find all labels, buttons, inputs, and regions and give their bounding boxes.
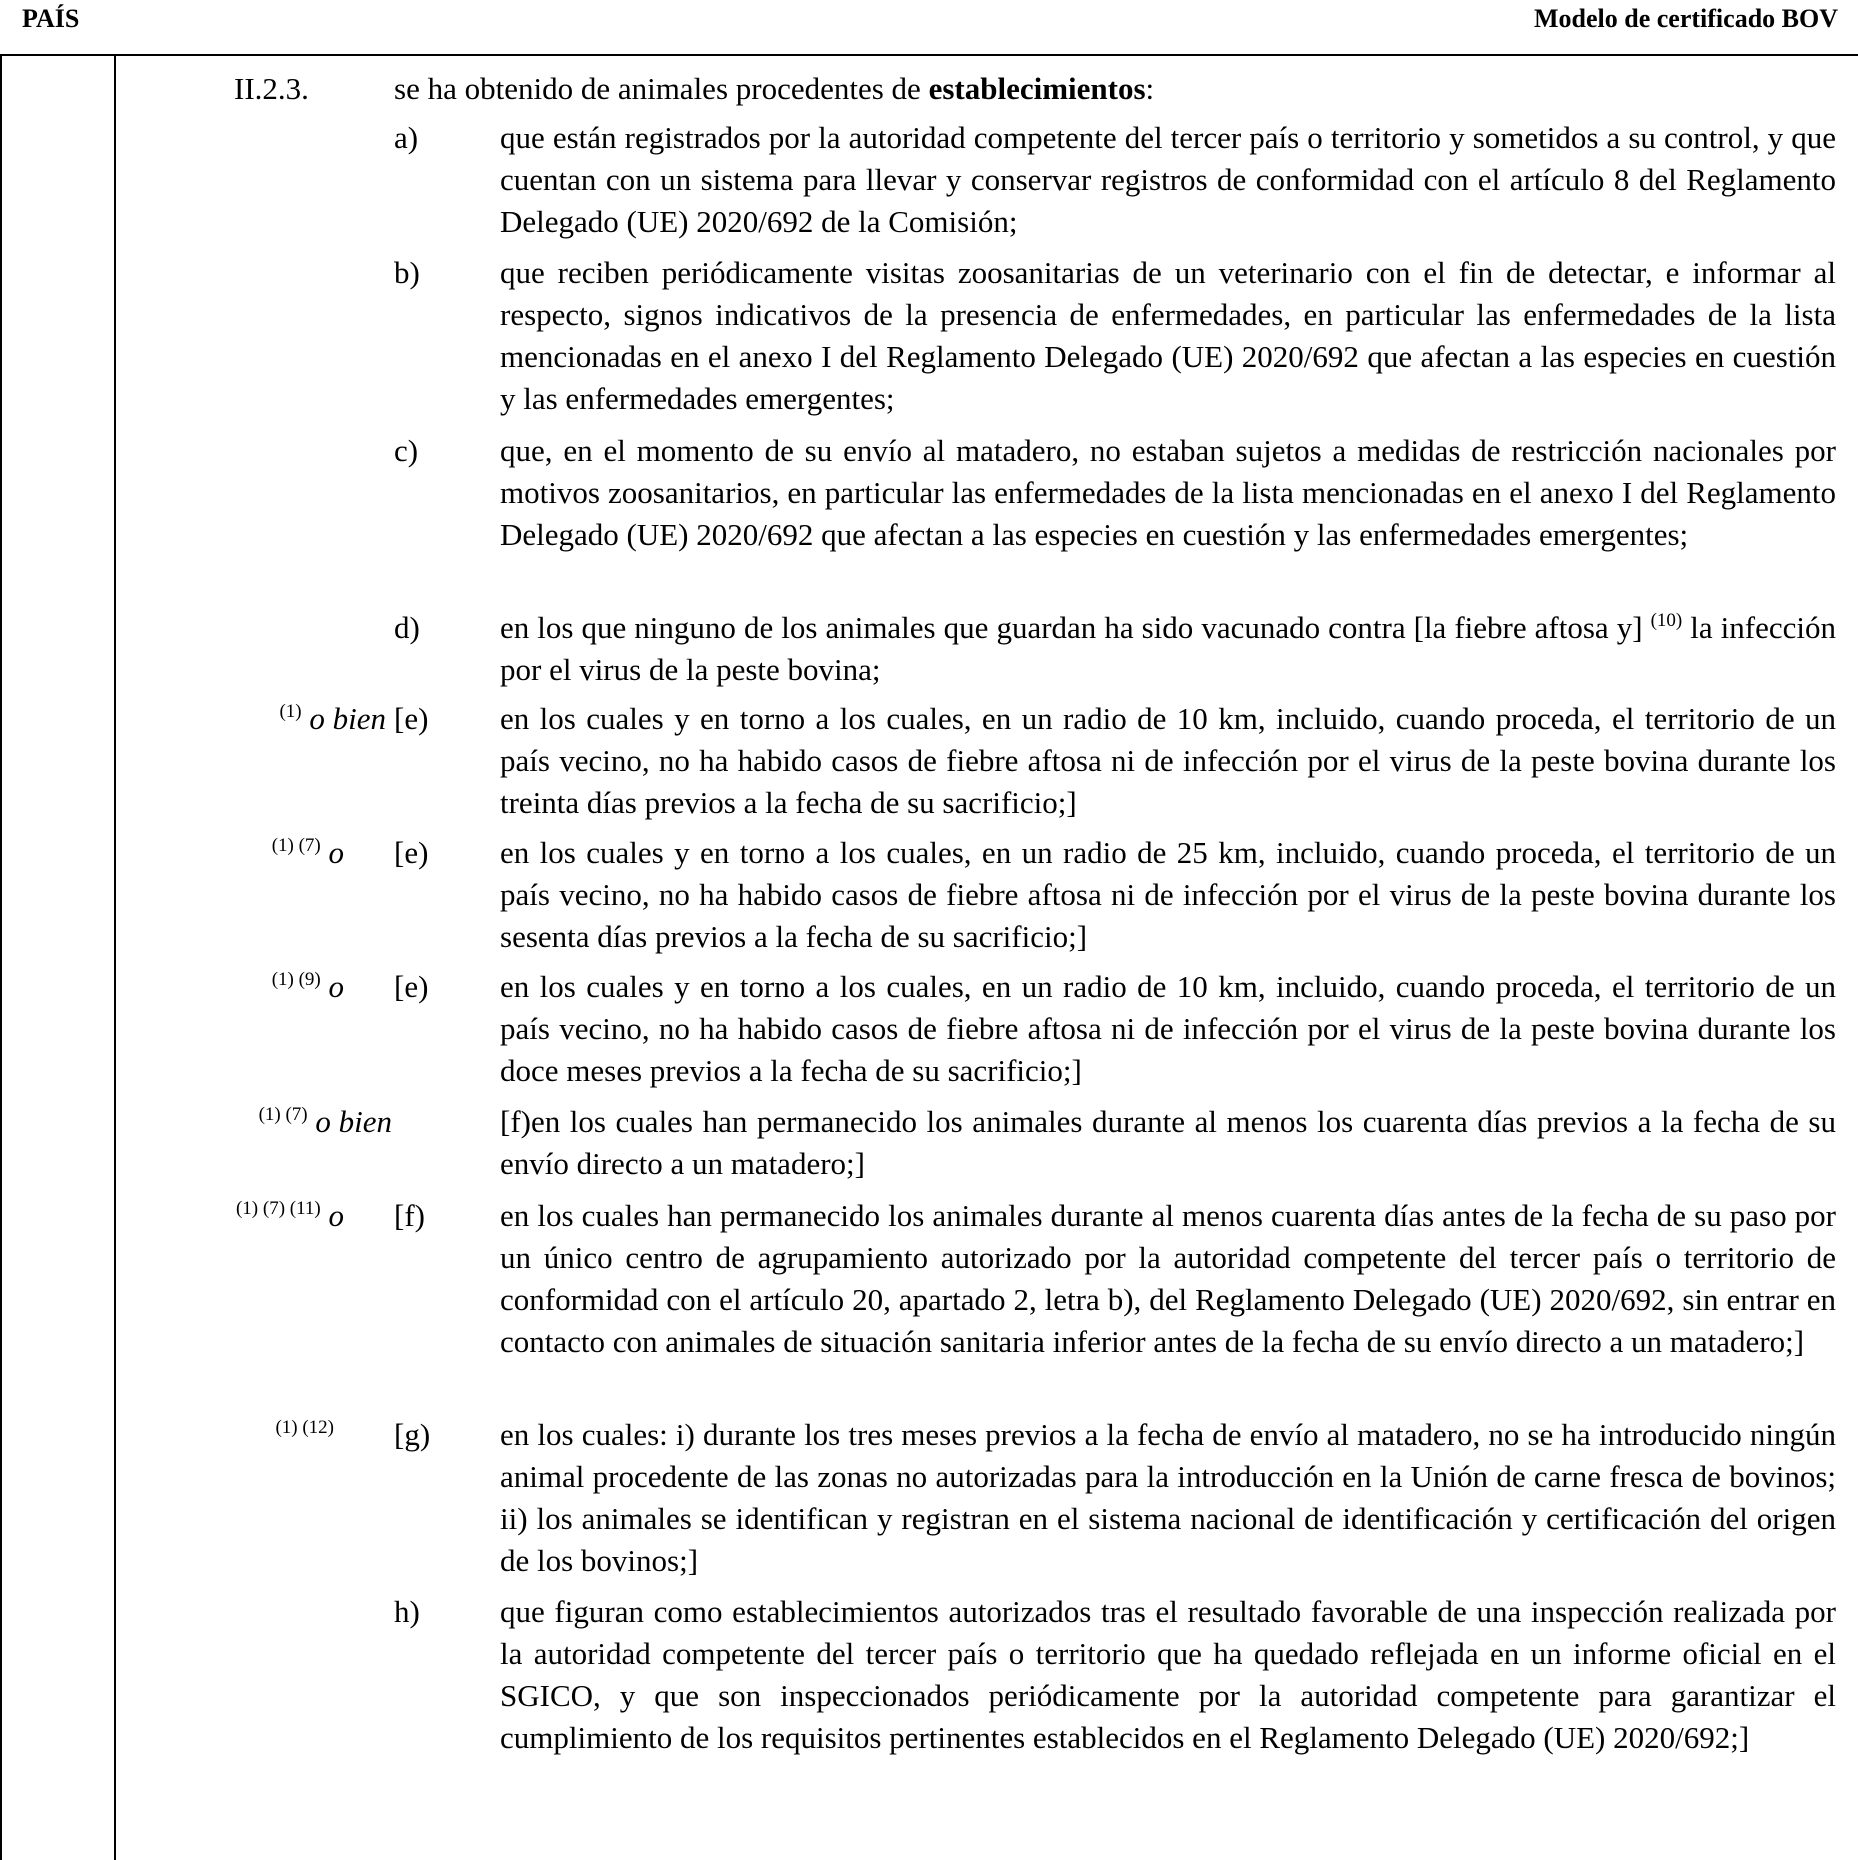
item-c-text: que, en el momento de su envío al matadero, no estaban sujetos a medidas de restricción nacionales por motivos zoosanitarios, en particular las enfermedades de la lista mencionadas en el anexo I del Reglamento Delegado (UE) 2020/692 que afectan a las especies en cuestión y las enfermedades emergentes; <box>500 433 1836 552</box>
item-e1-label: [e) <box>394 701 429 736</box>
item-g-label: [g) <box>394 1417 431 1452</box>
item-d-label: d) <box>394 610 420 645</box>
item-e3-text: en los cuales y en torno a los cuales, en un radio de 10 km, incluido, cuando proceda, el territorio de un país vecino, no ha habido casos de fiebre aftosa ni de infección por el virus de la peste bovina durante los doce meses previos a la fecha de su sacrificio;] <box>500 969 1836 1088</box>
footnote-ref: (1) (12) <box>275 1417 334 1438</box>
top-rule <box>0 54 1858 56</box>
item-f1-text: [f)en los cuales han permanecido los animales durante al menos los cuarenta días previos a la fecha de su envío directo a un matadero;] <box>500 1104 1836 1181</box>
item-h-label: h) <box>394 1594 420 1629</box>
left-border <box>0 56 2 1860</box>
item-c-label: c) <box>394 433 419 468</box>
item-e1-qualifier: $^{(1)}$ o bien <box>279 701 386 736</box>
item-b-label: b) <box>394 255 420 290</box>
section-number: II.2.3. <box>234 71 309 106</box>
item-a-text: que están registrados por la autoridad competente del tercer país o territorio y sometidos a su control, y que cuentan con un sistema para llevar y conservar registros de conformidad con el artículo 8 del Reglamento Delegado (UE) 2020/692 de la Comisión; <box>500 120 1836 239</box>
item-f2-label: [f) <box>394 1198 425 1233</box>
footnote-ref: (1) (9) <box>271 969 321 990</box>
item-e3-qualifier: $^{(1) (9)}$ o <box>271 969 344 1004</box>
footnote-ref: (1) <box>279 701 302 722</box>
item-a-label: a) <box>394 120 419 155</box>
item-d-text: en los que ninguno de los animales que guardan ha sido vacunado contra [la fiebre aftosa y] $^{(10)}$ la infección por el virus de la peste bovina; <box>500 610 1836 687</box>
establishments-term: establecimientos <box>928 71 1146 106</box>
item-f2-text: en los cuales han permanecido los animales durante al menos cuarenta días antes de la fecha de su paso por un único centro de agrupamiento autorizado por la autoridad competente del tercer país o territorio de conformidad con el artículo 20, apartado 2, letra b), del Reglamento Delegado (UE) 2020/692, sin entrar en contacto con animales de situación sanitaria inferior antes de la fecha de su envío directo a un matadero;] <box>500 1198 1836 1359</box>
country-header: PAÍS <box>22 4 80 33</box>
item-e3-label: [e) <box>394 969 429 1004</box>
item-h-text: que figuran como establecimientos autorizados tras el resultado favorable de una inspección realizada por la autoridad competente del tercer país o territorio que ha quedado reflejada en un informe oficial en el SGICO, y que son inspeccionados periódicamente por la autoridad competente para garantizar el cumplimiento de los requisitos pertinentes establecidos en el Reglamento Delegado (UE) 2020/692;] <box>500 1594 1836 1755</box>
footnote-ref: (1) (7) <box>258 1104 308 1125</box>
certificate-model-header: Modelo de certificado BOV <box>1534 4 1838 33</box>
section-intro: se ha obtenido de animales procedentes de establecimientos: <box>394 71 1155 106</box>
item-e2-text: en los cuales y en torno a los cuales, en un radio de 25 km, incluido, cuando proceda, el territorio de un país vecino, no ha habido casos de fiebre aftosa ni de infección por el virus de la peste bovina durante los sesenta días previos a la fecha de su sacrificio;] <box>500 835 1836 954</box>
item-g-qualifier <box>275 1414 334 1456</box>
item-e2-label: [e) <box>394 835 429 870</box>
item-e2-qualifier: $^{(1) (7)}$ o <box>271 835 344 870</box>
item-f2-qualifier: $^{(1) (7) (11)}$ o <box>235 1198 344 1233</box>
column-divider <box>114 56 116 1860</box>
item-e1-text: en los cuales y en torno a los cuales, en un radio de 10 km, incluido, cuando proceda, el territorio de un país vecino, no ha habido casos de fiebre aftosa ni de infección por el virus de la peste bovina durante los treinta días previos a la fecha de su sacrificio;] <box>500 701 1836 820</box>
footnote-ref: (1) (7) (11) <box>235 1198 321 1219</box>
item-g-text: en los cuales: i) durante los tres meses previos a la fecha de envío al matadero, no se ha introducido ningún animal procedente de las zonas no autorizadas para la introducción en la Unión de carne fresca de bovinos; ii) los animales se identifican y registran en el sistema nacional de identificación y certificación del origen de los bovinos;] <box>500 1417 1836 1578</box>
footnote-ref: (1) (7) <box>271 835 321 856</box>
footnote-ref: (10) <box>1650 610 1683 631</box>
item-b-text: que reciben periódicamente visitas zoosanitarias de un veterinario con el fin de detectar, e informar al respecto, signos indicativos de la presencia de enfermedades, en particular las enfermedades de la lista mencionadas en el anexo I del Reglamento Delegado (UE) 2020/692 que afectan a las especies en cuestión y las enfermedades emergentes; <box>500 255 1836 416</box>
item-f1-qualifier: $^{(1) (7)}$ o bien <box>258 1104 392 1139</box>
